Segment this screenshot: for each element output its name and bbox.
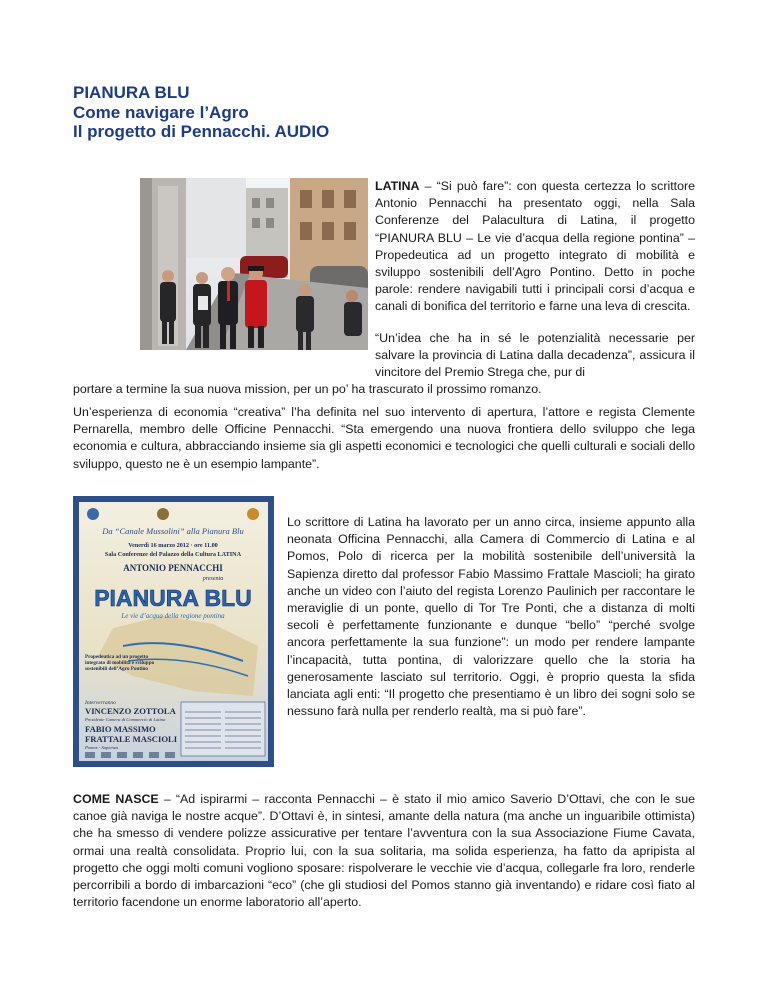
paragraph-come-nasce <box>73 791 695 911</box>
press-photo <box>140 178 368 350</box>
poster-interventi: Interverranno <box>85 700 116 706</box>
paragraph-come-nasce-text: – “Ad ispirarmi – racconta Pennacchi – è stato il mio amico Saverio D’Ottavi, che con le sue canoe già naviga le nostre acque”. D’Ottavi è, in sintesi, amante della natura (ma anche un inguaribile ottimista) che ha smesso di vendere polizze assicurative per tentare l’avventura con la sua Associazione Fiume Cavata, ormai una realtà consolidata. Proprio lui, con la sua solitaria, ma solida esperienza, ha fatto da apripista al progetto che oggi molti comuni vogliono sposare: rispolverare le vecchie vie d’acqua, collegarle fra loro, renderle percorribili a bordo di imbarcazioni “eco” (che gli studiosi del Pomos stanno già inventando) e ridare così fiato al territorio facendone un enorme laboratorio all’aperto. <box>73 792 695 910</box>
poster-speaker-2b: FRATTALE MASCIOLI <box>85 734 178 744</box>
paragraph-intro-text: – “Si può fare”: con questa certezza lo scrittore Antonio Pennacchi ha presentato oggi, nella Sala Conferenze del Palacultura di Latina, il progetto “PIANURA BLU – Le vie d’acqua della regione pontina” – Propedeutica ad un progetto integrato di mobilità e sviluppo sostenibili dell’Agro Pontino. Detto in poche parole: rendere navigabili tutti i principali corsi d’acqua e canali di bonifica del territorio e farne una leva di crescita. <box>375 179 695 314</box>
paragraph-creative-economy: Un’esperienza di economia “creativa” l’ha definita nel suo intervento di apertura, l’attore e regista Clemente Pernarella, membro delle Officine Pennacchi. “Sta emergendo una nuova frontiera dello sviluppo che lega economia e cultura, abbracciando insieme sia gli aspetti economici e tecnologici che quelli culturali e sociali dello sviluppo, questo ne è un esempio lampante”. <box>73 405 695 471</box>
poster-subtitle: Le vie d’acqua della regione pontina <box>121 612 225 620</box>
poster-title: PIANURA BLU <box>94 585 252 611</box>
poster-author: ANTONIO PENNACCHI <box>123 563 223 573</box>
poster-speaker-1: VINCENZO ZOTTOLA <box>85 706 176 716</box>
dateline-latina: LATINA <box>375 179 420 193</box>
paragraph-quote: “Un’idea che ha in sé le potenzialità necessarie per salvare la provincia di Latina dalla decadenza”, assicura il vincitore del Premio Strega che, pur di <box>375 331 695 380</box>
poster-top-line: Da “Canale Mussolini” alla Pianura Blu <box>102 526 244 536</box>
paragraph-project-work: Lo scrittore di Latina ha lavorato per un anno circa, insieme appunto alla neonata Officina Pennacchi, alla Camera di Commercio di Latina e al Pomos, Polo di ricerca per la mobilità sostenibile dell’università la Sapienza diretto dal professor Fabio Massimo Frattale Mascioli; ha girato anche un video con l’aiuto del regista Lorenzo Paulinich per raccontare le meraviglie di un ponte, quello di Tor Tre Ponti, che a distanza di molti secoli è perfettamente funzionante e dunque “bello” “perché svolge ancora perfettamente la sua funzione”: un modo per rendere lampante l’incapacità, tutta pontina, di valorizzare quello che la storia ha generosamente lasciato sul territorio. Oggi, è proprio questa la sfida lanciata agli enti: “Il progetto che presentiamo è un libro dei sogni solo se nessuno farà nulla per renderlo realtà, ma si può fare”. <box>287 515 695 719</box>
poster-presents: presenta <box>202 576 224 582</box>
poster-speaker-1-role: Presidente Camera di Commercio di Latina <box>85 717 166 722</box>
event-poster <box>73 496 274 767</box>
poster-description: Propedeutica ad un progetto integrato di mobilità e sviluppo sostenibili dell’Agro Pontino <box>85 654 155 673</box>
paragraph-intro <box>375 178 695 316</box>
heading-line-2: Come navigare l’Agro <box>73 102 249 122</box>
heading-line-1: PIANURA BLU <box>73 83 190 102</box>
heading-line-3: Il progetto di Pennacchi. AUDIO <box>73 122 330 141</box>
paragraph-quote-continued: portare a termine la sua nuova mission, per un po’ ha trascurato il prossimo romanzo. <box>73 382 542 396</box>
poster-speaker-2a: FABIO MASSIMO <box>85 724 156 734</box>
poster-speaker-2-role: Pomos - Sapienza <box>85 745 118 750</box>
poster-date: Venerdì 16 marzo 2012 · ore 11.00 <box>128 542 218 549</box>
article-heading <box>73 83 673 142</box>
section-lead-come-nasce: COME NASCE <box>73 792 159 806</box>
poster-venue: Sala Conferenze del Palazzo della Cultura LATINA <box>104 551 242 558</box>
